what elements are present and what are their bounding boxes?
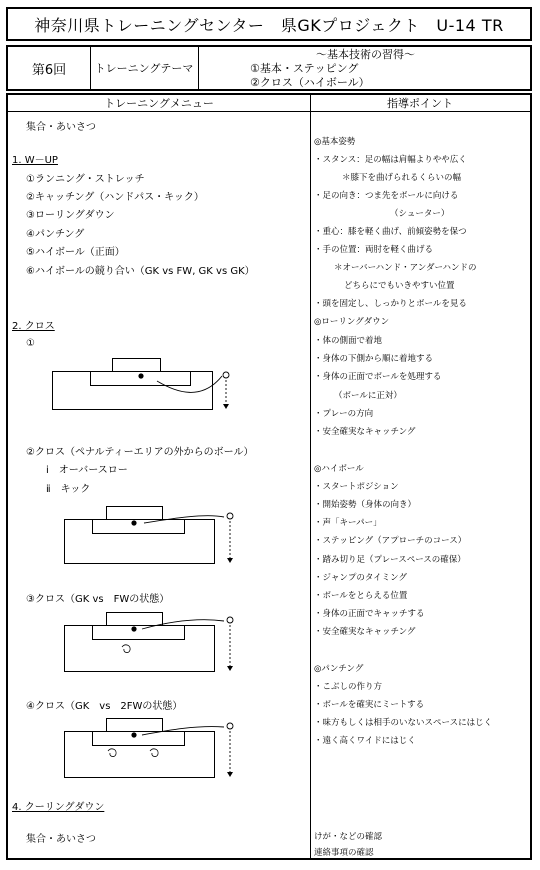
- coaching-point: ◎パンチング: [314, 664, 364, 674]
- theme-content: [198, 47, 530, 89]
- greeting-end: 集合・あいさつ: [26, 834, 96, 845]
- coaching-point: ・頭を固定し、しっかりとボールを見る: [314, 299, 467, 309]
- goalkeeper-marker: [131, 520, 136, 525]
- coaching-point: ・プレーの方向: [314, 409, 374, 419]
- coaching-point: ・ステッピング（アプローチのコース）: [314, 536, 467, 546]
- ball-trajectory: [142, 727, 224, 735]
- coaching-point: ・スタンス：足の幅は肩幅よりやや広く: [314, 155, 467, 165]
- document-title: 神奈川県トレーニングセンター 県GKプロジェクト U-14 TR: [6, 7, 532, 41]
- goal: [107, 507, 163, 520]
- coaching-point: ＊膝下を曲げられるくらいの幅: [342, 173, 462, 183]
- cross-diagram-4: [64, 713, 244, 781]
- coaching-point: ・身体の下側から順に着地する: [314, 354, 434, 364]
- cross-drill-2-sub: ⅰ オーバースロー: [46, 465, 128, 476]
- coaching-point: ◎基本姿勢: [314, 137, 356, 147]
- theme-main: ～基本技術の習得～: [316, 48, 415, 61]
- goalkeeper-marker: [138, 373, 143, 378]
- session-number: 第6回: [8, 47, 91, 89]
- cross-drill-1: ①: [26, 338, 35, 349]
- coaching-point: （ボールに正対）: [334, 391, 402, 401]
- coaching-point: ＊オーバーハンド・アンダーハンドの: [334, 263, 477, 273]
- coaching-point: ・踏み切り足（プレースペースの確保）: [314, 555, 466, 565]
- goal: [107, 719, 163, 732]
- warmup-item: ①ランニング・ストレッチ: [26, 174, 145, 185]
- warmup-item: ⑥ハイボールの競り合い（GK vs FW, GK vs GK）: [26, 266, 255, 277]
- coaching-point: ・身体の正面でキャッチする: [314, 609, 425, 619]
- coaching-point: ・遠く高くワイドにはじく: [314, 736, 416, 746]
- coaching-point: どちらにでもいきやすい位置: [344, 281, 455, 291]
- cross-diagram-3: [64, 607, 244, 675]
- theme-label: トレーニングテーマ: [90, 47, 199, 89]
- coaching-point: ・体の側面で着地: [314, 336, 383, 346]
- arrow-head-icon: [227, 772, 233, 777]
- coaching-point: ・こぶしの作り方: [314, 682, 383, 692]
- goal-area: [93, 520, 185, 534]
- coaching-point: ・開始姿勢（身体の向き）: [314, 500, 417, 510]
- warmup-item: ③ローリングダウン: [26, 210, 115, 221]
- coaching-point: ・ジャンプのタイミング: [314, 573, 407, 583]
- theme-item: ②クロス（ハイボール）: [250, 76, 370, 89]
- coaching-point: ◎ローリングダウン: [314, 317, 390, 327]
- column-divider: [310, 95, 311, 858]
- cross-drill-4: ④クロス（GK vs 2FWの状態）: [26, 701, 183, 712]
- warmup-item: ⑤ハイボール（正面）: [26, 247, 125, 258]
- goal: [107, 613, 163, 626]
- coaching-point: ・足の向き：つま先をボールに向ける: [314, 191, 459, 201]
- penalty-area: [65, 520, 215, 564]
- coaching-point: ・声「キーパー」: [314, 518, 382, 528]
- goal-area: [93, 626, 185, 640]
- coaching-point: けが・などの確認: [314, 832, 383, 842]
- session-header: [6, 45, 532, 91]
- coaching-point: ・ボールをとらえる位置: [314, 591, 408, 601]
- coaching-point: （シューター）: [390, 209, 450, 219]
- coaching-point: ・スタートポジション: [314, 482, 399, 492]
- section-cooldown: 4. クーリングダウン: [12, 802, 105, 813]
- section-warmup: 1. W－UP: [12, 155, 58, 166]
- penalty-area: [53, 372, 213, 410]
- server-marker: [227, 723, 233, 729]
- cross-drill-3: ③クロス（GK vs FWの状態）: [26, 594, 170, 605]
- goalkeeper-marker: [131, 626, 136, 631]
- coaching-point: 連絡事項の確認: [314, 848, 374, 858]
- forward-marker: [122, 645, 130, 653]
- arrow-head-icon: [227, 558, 233, 563]
- points-column-header: 指導ポイント: [310, 95, 530, 112]
- arrow-head-icon: [227, 666, 233, 671]
- coaching-point: ・身体の正面でボールを処理する: [314, 372, 442, 382]
- coaching-point: ・ボールを確実にミートする: [314, 700, 425, 710]
- coaching-point: ・重心：膝を軽く曲げ、前傾姿勢を保つ: [314, 227, 467, 237]
- cross-drill-2: ②クロス（ペナルティーエリアの外からのボール）: [26, 447, 254, 458]
- penalty-area: [65, 626, 215, 672]
- section-cross: 2. クロス: [12, 321, 55, 332]
- server-marker: [227, 513, 233, 519]
- forward-marker: [108, 749, 116, 757]
- greeting-start: 集合・あいさつ: [26, 122, 96, 133]
- goal: [113, 359, 161, 372]
- forward-marker: [150, 749, 158, 757]
- goal-area: [93, 732, 185, 746]
- coaching-point: ・味方もしくは相手のいないスペースにはじく: [314, 718, 493, 728]
- coaching-point: ・手の位置：両肘を軽く曲げる: [314, 245, 434, 255]
- warmup-item: ②キャッチング（ハンドパス・キック）: [26, 192, 204, 203]
- penalty-area: [65, 732, 215, 778]
- cross-drill-2-sub: ⅱ キック: [46, 484, 91, 495]
- menu-column-header: トレーニングメニュー: [8, 95, 310, 112]
- theme-item: ①基本・ステッピング: [250, 62, 359, 75]
- coaching-point: ・安全確実なキャッチング: [314, 427, 416, 437]
- cross-diagram-1: [52, 353, 242, 413]
- warmup-item: ④パンチング: [26, 229, 85, 240]
- session-table: [6, 93, 532, 860]
- goalkeeper-marker: [131, 732, 136, 737]
- coaching-point: ◎ハイボール: [314, 464, 364, 474]
- server-marker: [223, 372, 229, 378]
- ball-trajectory: [142, 620, 224, 629]
- cross-diagram-2: [64, 501, 244, 567]
- server-marker: [227, 617, 233, 623]
- arrow-head-icon: [223, 404, 229, 409]
- coaching-point: ・安全確実なキャッチング: [314, 627, 416, 637]
